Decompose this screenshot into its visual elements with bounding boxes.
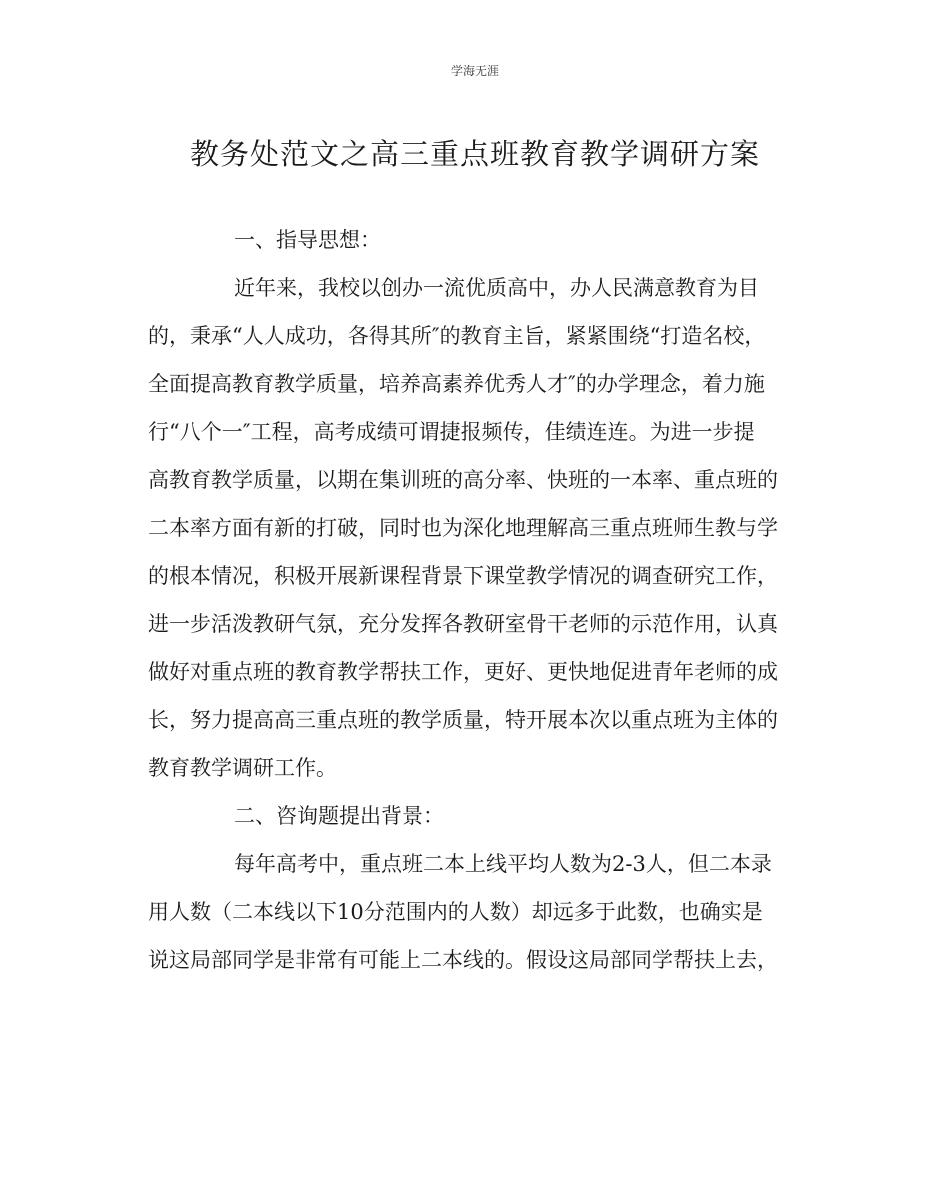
paragraph-line: 长，努力提高高三重点班的教学质量，特开展本次以重点班为主体的 (148, 708, 778, 732)
paragraph-line: 做好对重点班的教育教学帮扶工作，更好、更快地促进青年老师的成 (148, 660, 778, 684)
document-title: 教务处范文之高三重点班教育教学调研方案 (189, 137, 760, 171)
paragraph-line: 说这局部同学是非常有可能上二本线的。假设这局部同学帮扶上去， (148, 948, 778, 972)
paragraph-line: 二本率方面有新的打破，同时也为深化地理解高三重点班师生教与学 (148, 516, 778, 540)
paragraph-line: 用人数（二本线以下10分范围内的人数）却远多于此数，也确实是 (148, 900, 763, 924)
paragraph-line: 教育教学调研工作。 (148, 756, 337, 780)
paragraph-line: 进一步活泼教研气氛，充分发挥各教研室骨干老师的示范作用，认真 (148, 612, 778, 636)
paragraph-line: 行“八个一″工程，高考成绩可谓捷报频传，佳绩连连。为进一步提 (148, 420, 755, 444)
page-header: 学海无涯 (450, 64, 499, 78)
paragraph-line: 全面提高教育教学质量，培养高素养优秀人才″的办学理念，着力施 (148, 372, 765, 396)
paragraph-line: 的根本情况，积极开展新课程背景下课堂教学情况的调查研究工作， (148, 564, 778, 588)
paragraph-line: 每年高考中，重点班二本上线平均人数为2-3人，但二本录 (234, 852, 772, 876)
paragraph-line: 的，秉承“人人成功，各得其所″的教育主旨，紧紧围绕“打造名校， (148, 324, 766, 348)
paragraph-line: 近年来，我校以创办一流优质高中，办人民满意教育为目 (234, 276, 759, 300)
paragraph-line: 高教育教学质量，以期在集训班的高分率、快班的一本率、重点班的 (148, 468, 778, 492)
document-body (148, 216, 800, 984)
section-heading-2: 二、咨询题提出背景： (234, 804, 444, 828)
section-heading-1: 一、指导思想： (234, 228, 381, 252)
